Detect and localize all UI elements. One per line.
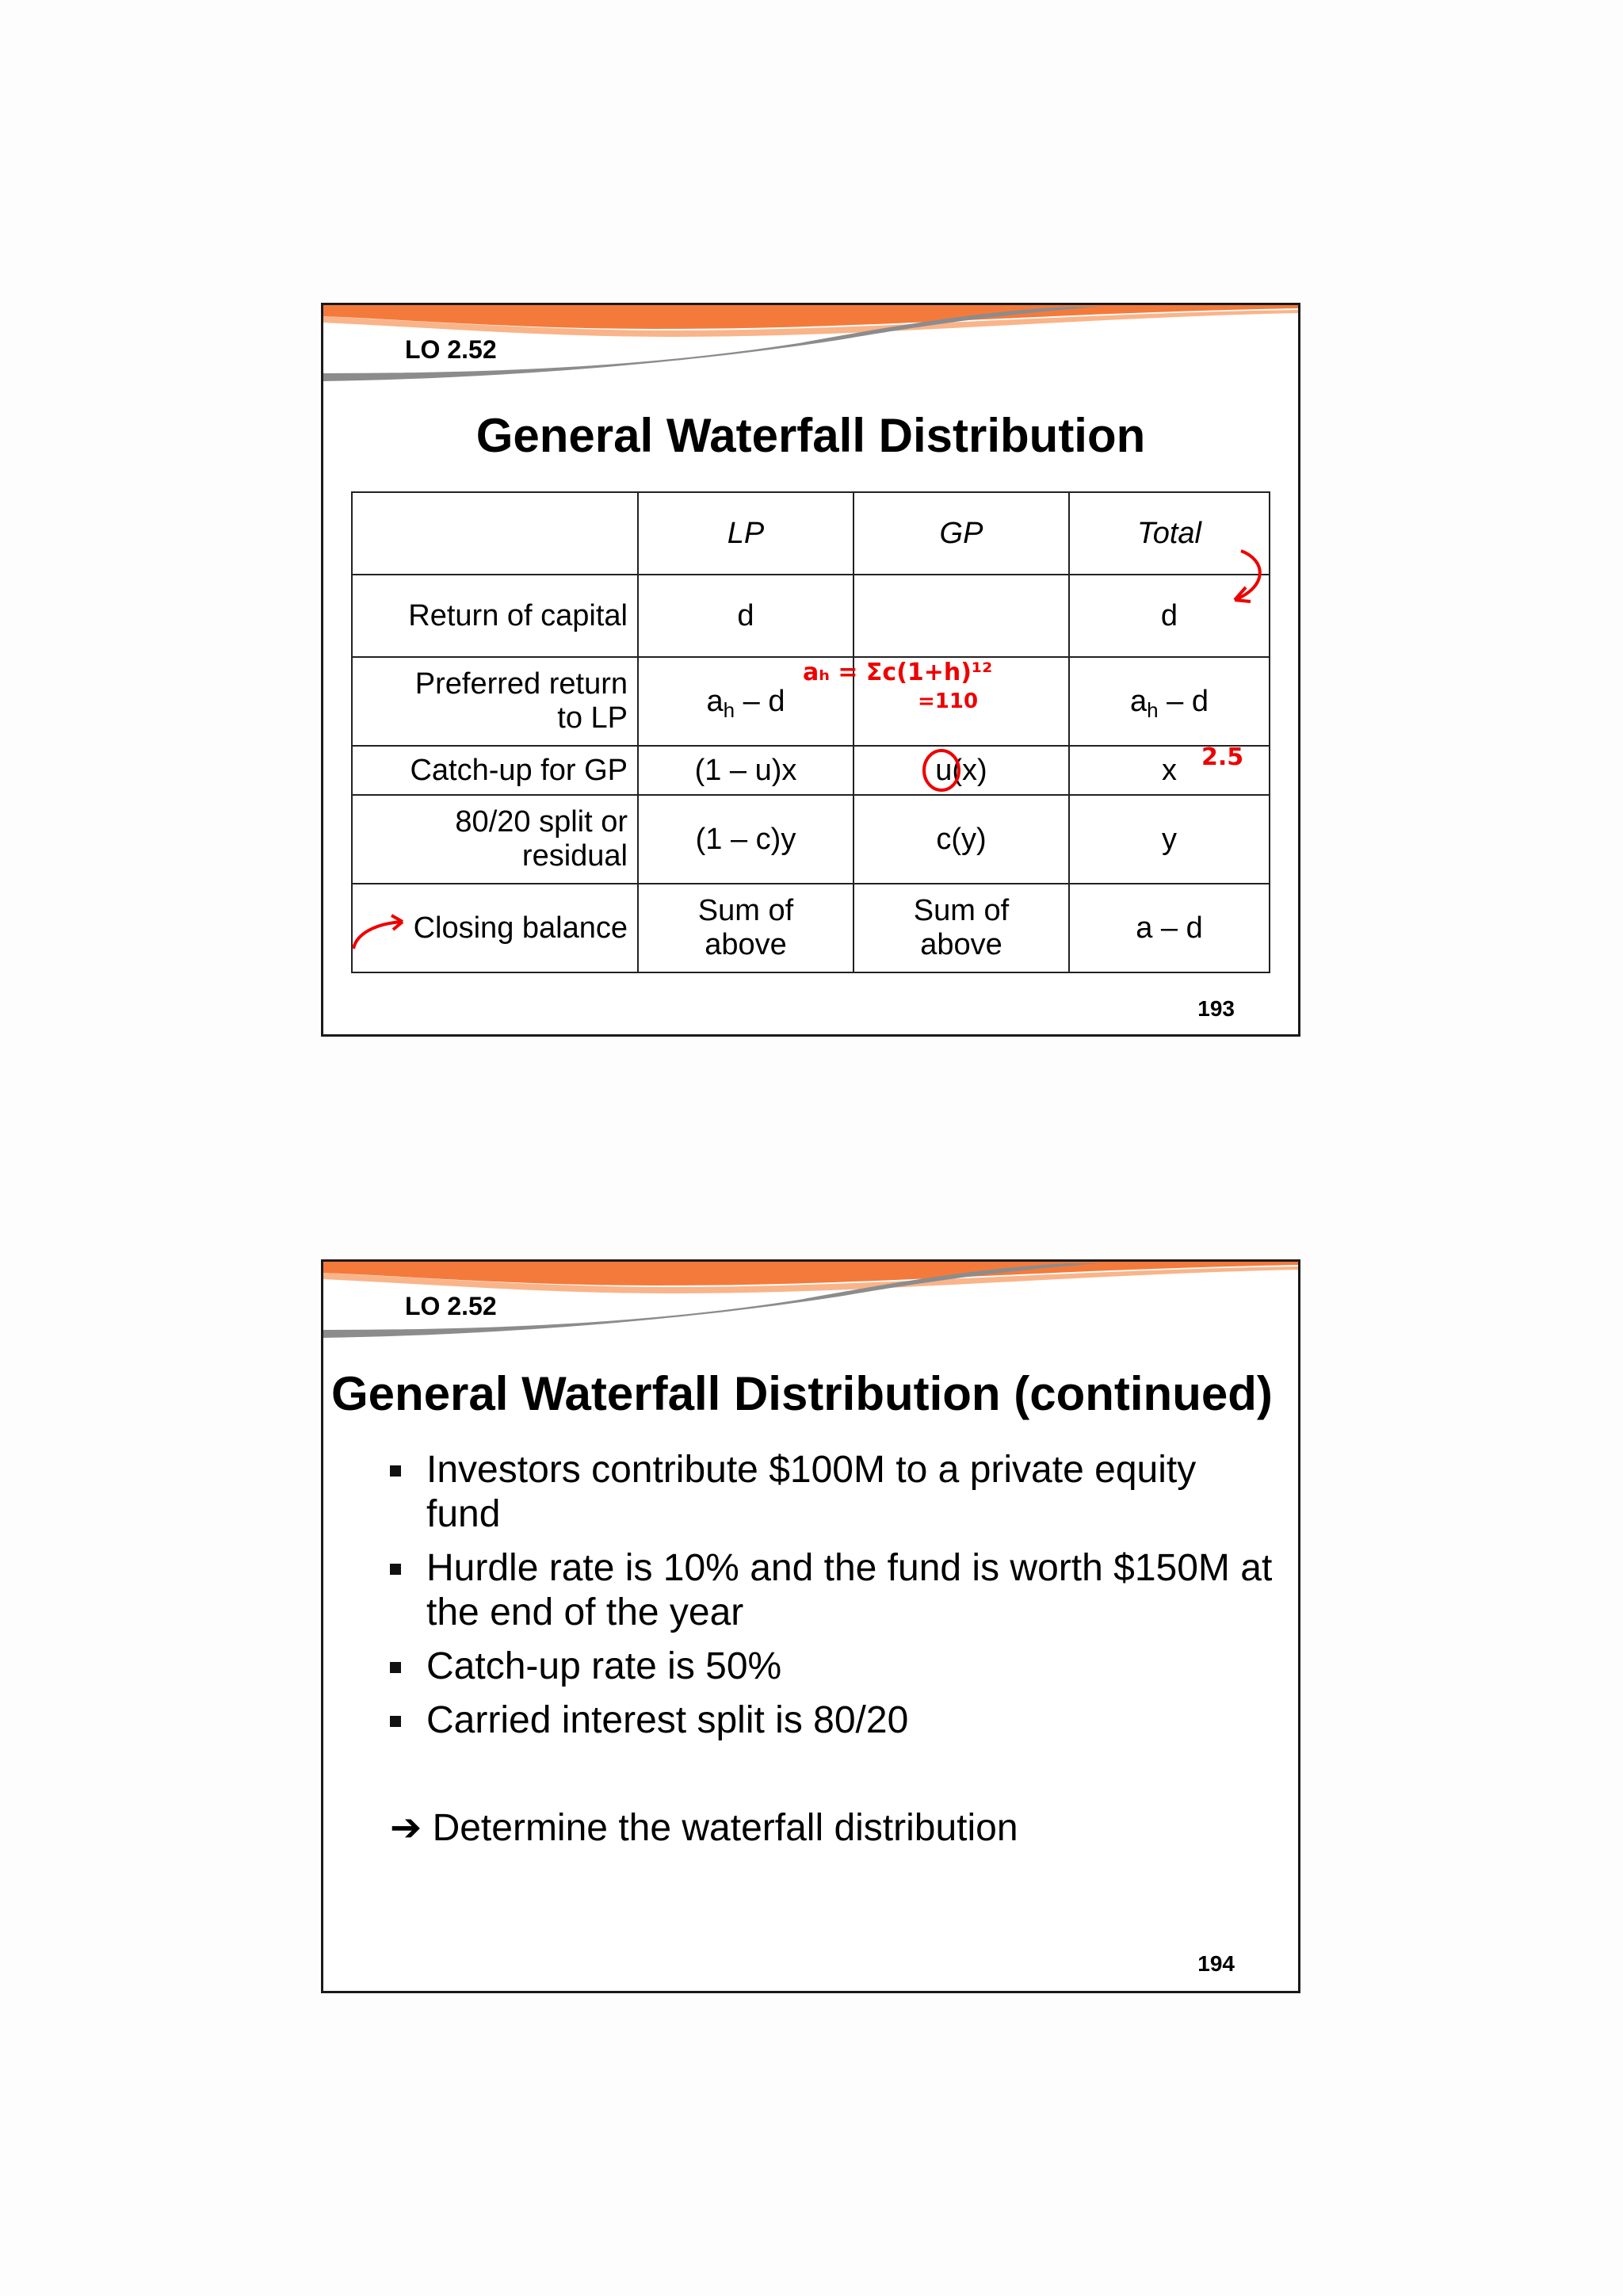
cell-total: d xyxy=(1069,575,1270,657)
cell-lp: (1 – c)y xyxy=(638,795,854,884)
list-item-text: Investors contribute $100M to a private equity fund xyxy=(426,1449,1197,1535)
row-label-line2: residual xyxy=(521,839,628,873)
cell-total: a – d xyxy=(1069,884,1270,972)
slide-title: General Waterfall Distribution xyxy=(475,409,1146,462)
formula-annotation-line2: =110 xyxy=(918,690,979,713)
table-row xyxy=(352,884,1270,972)
header-cell-gp: GP xyxy=(854,492,1069,575)
list-item-text: Hurdle rate is 10% and the fund is worth $150M at the end of the year xyxy=(426,1547,1273,1633)
row-label-line1: Preferred return xyxy=(414,667,628,701)
page-number: 193 xyxy=(1197,996,1235,1021)
slide-194 xyxy=(321,1259,1300,1993)
cell-line1: Sum of xyxy=(913,894,1010,927)
row-label-line2: to LP xyxy=(557,701,628,735)
cell-subscript: h xyxy=(1147,697,1159,722)
table-row xyxy=(352,795,1270,884)
cell-total xyxy=(1069,657,1270,746)
cell-line2: above xyxy=(705,928,787,961)
cell-total: x xyxy=(1069,746,1270,795)
slide-193 xyxy=(321,303,1300,1037)
list-item xyxy=(379,1645,1274,1689)
list-item xyxy=(379,1546,1274,1635)
cell-subscript: h xyxy=(723,697,735,722)
table-row xyxy=(352,746,1270,795)
cell-gp: u(x) xyxy=(854,746,1069,795)
cell-gp: c(y) xyxy=(854,795,1069,884)
list-item-text: Catch-up rate is 50% xyxy=(426,1645,782,1687)
cell-line1: Sum of xyxy=(697,894,794,927)
cell-gp xyxy=(854,657,1069,746)
row-label: Catch-up for GP xyxy=(352,746,638,795)
learning-objective-label: LO 2.52 xyxy=(405,1292,497,1320)
header-cell-lp: LP xyxy=(638,492,854,575)
bullet-list xyxy=(379,1448,1274,1752)
bullet-square-icon xyxy=(390,1716,401,1727)
header-cell-empty xyxy=(352,492,638,575)
list-item-text: Carried interest split is 80/20 xyxy=(426,1699,909,1741)
cell-lp xyxy=(638,657,854,746)
row-label: Closing balance xyxy=(352,884,638,972)
cell-gp xyxy=(854,575,1069,657)
row-label: Return of capital xyxy=(352,575,638,657)
slide-title: General Waterfall Distribution (continued) xyxy=(331,1367,1273,1420)
right-arrow-icon: ➔ xyxy=(390,1807,422,1849)
cell-rest: – d xyxy=(735,684,785,718)
cell-lp xyxy=(638,884,854,972)
cell-rest: – d xyxy=(1158,684,1209,718)
header-cell-total: Total xyxy=(1069,492,1270,575)
conclusion-line xyxy=(390,1805,1018,1850)
learning-objective-label: LO 2.52 xyxy=(405,335,497,364)
cell-lp: (1 – u)x xyxy=(638,746,854,795)
waterfall-table xyxy=(351,491,1270,973)
formula-annotation-line1: aₕ = Σc(1+h)¹² xyxy=(803,659,993,686)
table-header-row xyxy=(352,492,1270,575)
bullet-square-icon xyxy=(390,1465,401,1477)
cell-total: y xyxy=(1069,795,1270,884)
list-item xyxy=(379,1698,1274,1743)
cell-base: a xyxy=(706,684,724,718)
row-label xyxy=(352,657,638,746)
bullet-square-icon xyxy=(390,1564,401,1575)
cell-lp: d xyxy=(638,575,854,657)
bullet-square-icon xyxy=(390,1662,401,1673)
cell-base: a xyxy=(1130,684,1148,718)
cell-line2: above xyxy=(920,928,1002,961)
list-item xyxy=(379,1448,1274,1537)
table-row xyxy=(352,657,1270,746)
conclusion-text: Determine the waterfall distribution xyxy=(432,1807,1018,1849)
page-number: 194 xyxy=(1197,1951,1235,1976)
row-label-line1: 80/20 split or xyxy=(455,805,628,839)
table-row xyxy=(352,575,1270,657)
row-label xyxy=(352,795,638,884)
catchup-annotation: 2.5 xyxy=(1201,743,1244,771)
cell-gp xyxy=(854,884,1069,972)
